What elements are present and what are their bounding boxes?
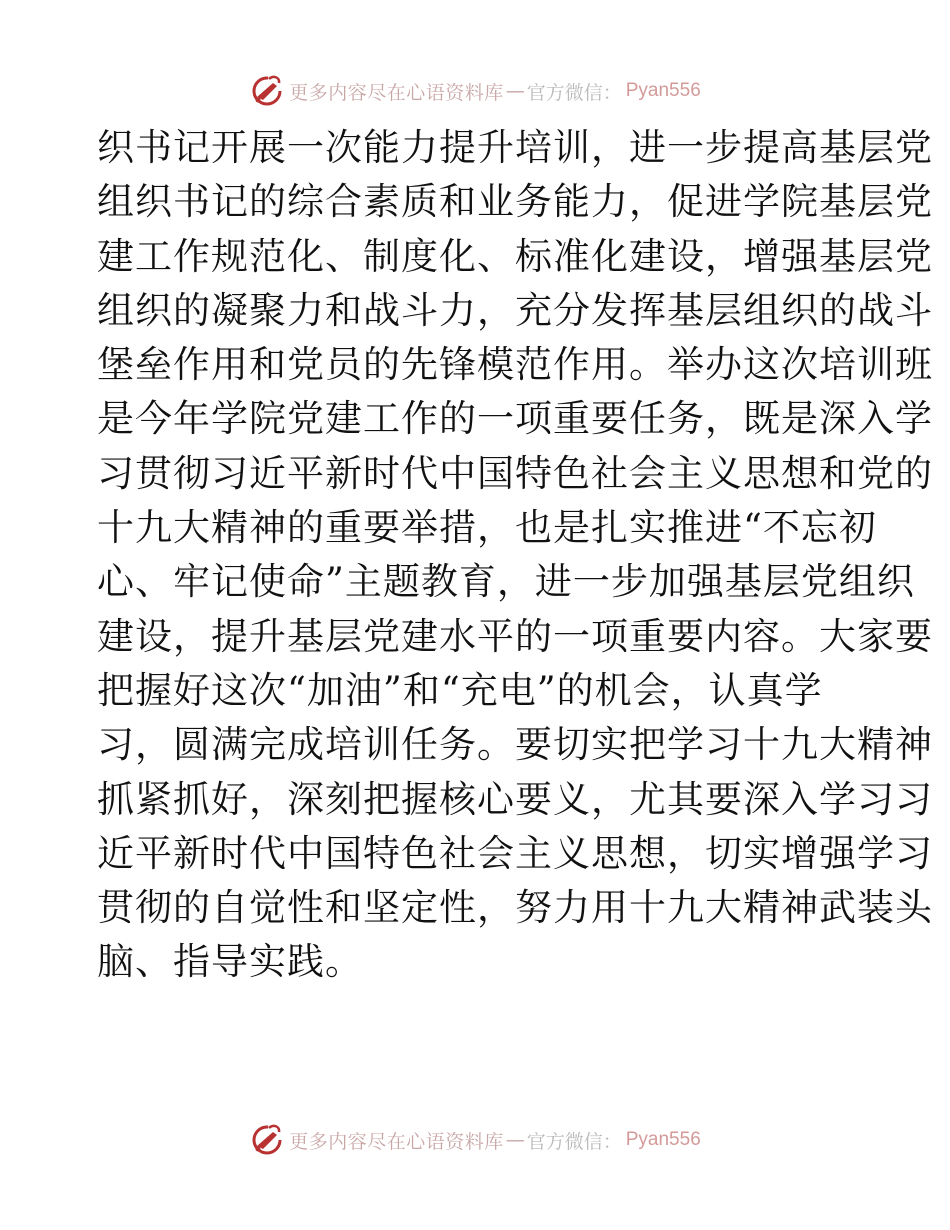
paragraph-line: 脑、指导实践。	[97, 940, 363, 984]
paragraph-line: 建工作规范化、制度化、标准化建设，增强基层党	[97, 234, 933, 278]
paragraph-line: 抓紧抓好，深刻把握核心要义，尤其要深入学习习	[97, 777, 933, 821]
footer-banner-separator: —	[505, 1129, 525, 1151]
paragraph-line: 把握好这次“加油”和“充电”的机会，认真学	[97, 668, 823, 712]
footer-wechat-id: Pyan556	[625, 1129, 701, 1150]
paragraph-line: 习，圆满完成培训任务。要切实把学习十九大精神	[97, 723, 933, 767]
paragraph-line: 十九大精神的重要举措，也是扎实推进“不忘初	[97, 506, 877, 550]
paragraph-line: 习贯彻习近平新时代中国特色社会主义思想和党的	[97, 451, 933, 495]
logo-icon	[249, 1122, 285, 1158]
header-banner-separator: —	[505, 80, 525, 102]
footer-banner-text: 更多内容尽在心语资料库	[289, 1130, 504, 1153]
paragraph-line: 贯彻的自觉性和坚定性，努力用十九大精神武装头	[97, 886, 933, 930]
header-wechat-id: Pyan556	[625, 80, 701, 101]
header-banner	[0, 71, 950, 111]
paragraph-line: 组织的凝聚力和战斗力，充分发挥基层组织的战斗	[97, 288, 933, 332]
paragraph-line: 织书记开展一次能力提升培训，进一步提高基层党	[97, 126, 933, 169]
paragraph-line: 近平新时代中国特色社会主义思想，切实增强学习	[97, 831, 933, 875]
paragraph-line: 组织书记的综合素质和业务能力，促进学院基层党	[97, 180, 933, 224]
header-banner-text: 更多内容尽在心语资料库	[289, 81, 504, 104]
paragraph-line: 堡垒作用和党员的先锋模范作用。举办这次培训班	[97, 343, 933, 387]
paragraph-line: 心、牢记使命”主题教育，进一步加强基层党组织	[97, 560, 915, 604]
paragraph-line: 是今年学院党建工作的一项重要任务，既是深入学	[97, 397, 933, 441]
footer-banner	[0, 1120, 950, 1160]
logo-icon	[249, 73, 285, 109]
document-body	[97, 121, 933, 990]
header-wechat-label: 官方微信：	[526, 81, 622, 104]
paragraph-line: 建设，提升基层党建水平的一项重要内容。大家要	[97, 614, 933, 658]
footer-wechat-label: 官方微信：	[526, 1130, 622, 1153]
